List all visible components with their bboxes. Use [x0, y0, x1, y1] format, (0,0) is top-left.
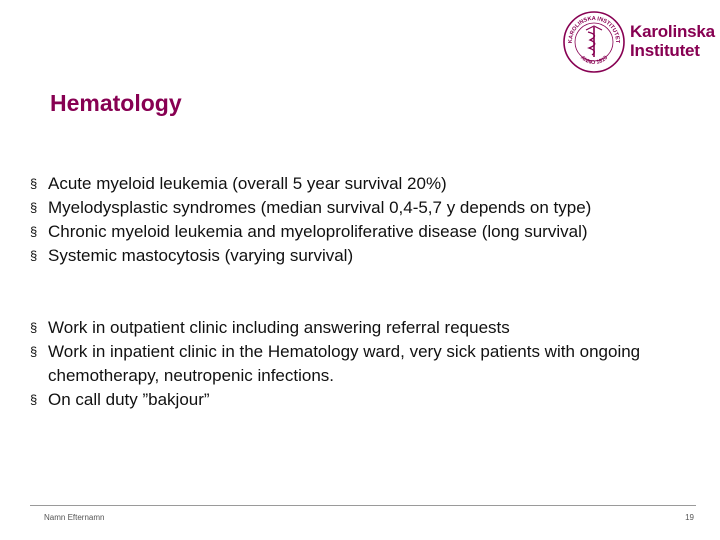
list-item-text: Work in outpatient clinic including answering referral requests [48, 318, 510, 337]
bullet-marker: § [30, 392, 38, 407]
footer-author: Namn Efternamn [44, 513, 105, 522]
list-item-text: Chronic myeloid leukemia and myeloproliferative disease (long survival) [48, 222, 588, 241]
karolinska-logo [562, 10, 715, 74]
list-item [30, 388, 690, 412]
footer-divider [30, 505, 696, 506]
bullet-list-duties [30, 316, 690, 412]
list-item-text: Work in inpatient clinic in the Hematology ward, very sick patients with ongoing chemotherapy, neutropenic infections. [48, 342, 641, 385]
list-item [30, 244, 591, 268]
list-item-text: Acute myeloid leukemia (overall 5 year survival 20%) [48, 174, 447, 193]
seal-icon [562, 10, 626, 74]
page-number: 19 [685, 513, 694, 522]
list-item-text: Myelodysplastic syndromes (median survival 0,4-5,7 y depends on type) [48, 198, 592, 217]
svg-text:ANNO 1810: ANNO 1810 [579, 54, 610, 67]
list-item-text: Systemic mastocytosis (varying survival) [48, 246, 354, 265]
wordmark-line2: Institutet [630, 41, 700, 60]
wordmark [630, 22, 715, 60]
list-item [30, 316, 690, 340]
bullet-marker: § [30, 248, 38, 263]
list-item [30, 220, 591, 244]
list-item [30, 340, 690, 388]
page-title: Hematology [50, 90, 182, 116]
bullet-marker: § [30, 176, 38, 191]
bullet-marker: § [30, 320, 38, 335]
bullet-marker: § [30, 200, 38, 215]
list-item [30, 172, 591, 196]
svg-text:KAROLINSKA INSTITUTET: KAROLINSKA INSTITUTET [567, 15, 621, 44]
list-item [30, 196, 591, 220]
bullet-marker: § [30, 224, 38, 239]
list-item-text: On call duty ”bakjour” [48, 390, 210, 409]
wordmark-line1: Karolinska [630, 22, 715, 41]
bullet-marker: § [30, 344, 38, 359]
bullet-list-diseases [30, 172, 591, 268]
